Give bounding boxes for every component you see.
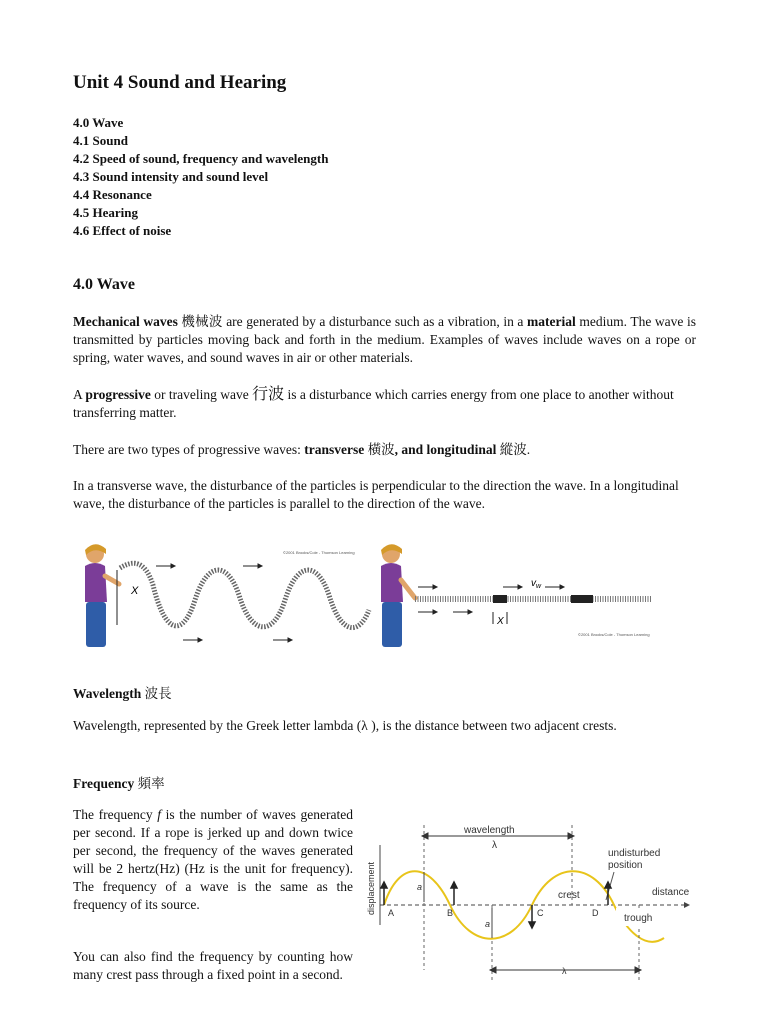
point-b: B <box>447 908 454 918</box>
label-lambda-bottom: λ <box>562 966 567 976</box>
paragraph-transverse-longitudinal: In a transverse wave, the disturbance of the particles is perpendicular to the direction the wave. In a longitudinal wave, the disturbance of the particles is parallel to the direction of the wave. <box>73 478 679 511</box>
label-undisturbed: undisturbed <box>608 848 661 859</box>
compression <box>493 595 507 603</box>
label-distance: distance <box>652 887 690 898</box>
symbol-f: f <box>157 807 161 822</box>
frequency-heading: Frequency 頻率 <box>73 776 165 791</box>
paragraph-mechanical-waves <box>73 313 696 367</box>
paragraph-counting-crests: You can also find the frequency by counting how many crest pass through a fixed point in a second. <box>73 949 353 982</box>
point-c: C <box>537 908 544 918</box>
text-run: medium. The wave is transmitted by particles moving back and forth in the medium. Examples of waves include waves on a rope or spring, water waves, and sound waves in air or other materials. <box>73 314 696 365</box>
label-vw: $v_w$ <box>531 578 542 590</box>
wavelength-heading: Wavelength 波長 <box>73 686 172 701</box>
toc-item: 4.6 Effect of noise <box>73 223 172 238</box>
zh-text: 波長 <box>141 686 172 701</box>
wave-types-figure <box>73 540 663 650</box>
label-x-left: X <box>131 585 139 597</box>
text-run: The frequency <box>73 807 158 822</box>
paragraph-frequency <box>73 806 353 914</box>
credit-left: ©2001 Brooks/Cole - Thomson Learning <box>283 550 355 555</box>
paragraph-progressive-wave <box>73 386 696 422</box>
text-run: are generated by a disturbance such as a vibration, in a <box>226 314 528 329</box>
label-position: position <box>608 860 643 871</box>
label-wavelength: wavelength <box>464 825 515 836</box>
page-title: Unit 4 Sound and Hearing <box>73 72 287 93</box>
label-a2: a <box>485 919 491 929</box>
person-right-illustration <box>381 544 415 647</box>
term-mechanical-waves: Mechanical waves <box>73 314 178 329</box>
point-a: A <box>388 908 395 918</box>
toc-item: 4.4 Resonance <box>73 187 152 202</box>
transverse-coil <box>120 563 369 627</box>
credit-right: ©2001 Brooks/Cole - Thomson Learning <box>578 632 650 637</box>
paragraph-wave-types <box>73 441 696 459</box>
label-x-right: X <box>497 616 504 627</box>
text-run: A <box>73 387 86 402</box>
compression <box>571 595 593 603</box>
zh-text: 縱波 <box>496 442 527 457</box>
text-run: There are two types of progressive waves: <box>73 442 305 457</box>
table-of-contents <box>73 114 328 240</box>
zh-text: 行波 <box>252 386 285 403</box>
direction-arrows-right <box>418 585 564 624</box>
person-left-illustration <box>85 544 119 647</box>
wave-curve <box>384 871 664 942</box>
term-longitudinal: , and longitudinal <box>394 442 497 457</box>
paragraph-wavelength: Wavelength, represented by the Greek letter lambda (λ ), is the distance between two adjacent crests. <box>73 718 617 733</box>
direction-arrows-left <box>156 564 292 642</box>
label-displacement: displacement <box>366 861 376 915</box>
text-run: is a disturbance which carries energy from one place to another without transferring matter. <box>73 387 674 420</box>
term-transverse: transverse <box>304 442 365 457</box>
zh-text: 機械波 <box>177 314 227 329</box>
section-heading: 4.0 Wave <box>73 276 135 293</box>
label-crest: crest <box>558 890 580 901</box>
toc-item: 4.3 Sound intensity and sound level <box>73 169 269 184</box>
zh-text: 橫波 <box>364 442 395 457</box>
term-progressive: progressive <box>85 387 151 402</box>
label-trough: trough <box>624 913 653 924</box>
toc-item: 4.1 Sound <box>73 133 128 148</box>
text-run: . <box>526 442 531 457</box>
wave-diagram <box>364 820 704 990</box>
point-d: D <box>592 908 599 918</box>
term-material: material <box>527 314 576 329</box>
toc-item: 4.5 Hearing <box>73 205 138 220</box>
label-a1: a <box>417 882 423 892</box>
zh-text: 頻率 <box>134 776 165 791</box>
axis-arrow <box>684 902 690 908</box>
label-lambda: λ <box>492 840 497 851</box>
text-run: or traveling wave <box>150 387 253 402</box>
toc-item: 4.2 Speed of sound, frequency and wavelength <box>73 151 329 166</box>
toc-item: 4.0 Wave <box>73 115 124 130</box>
text-run: is the number of waves generated per second. If a rope is jerked up and down twice per second, the frequency of the waves generated will be 2 hertz(Hz) (Hz is the unit for frequency). The frequency of a wave is the same as the frequency of its source. <box>73 807 353 912</box>
